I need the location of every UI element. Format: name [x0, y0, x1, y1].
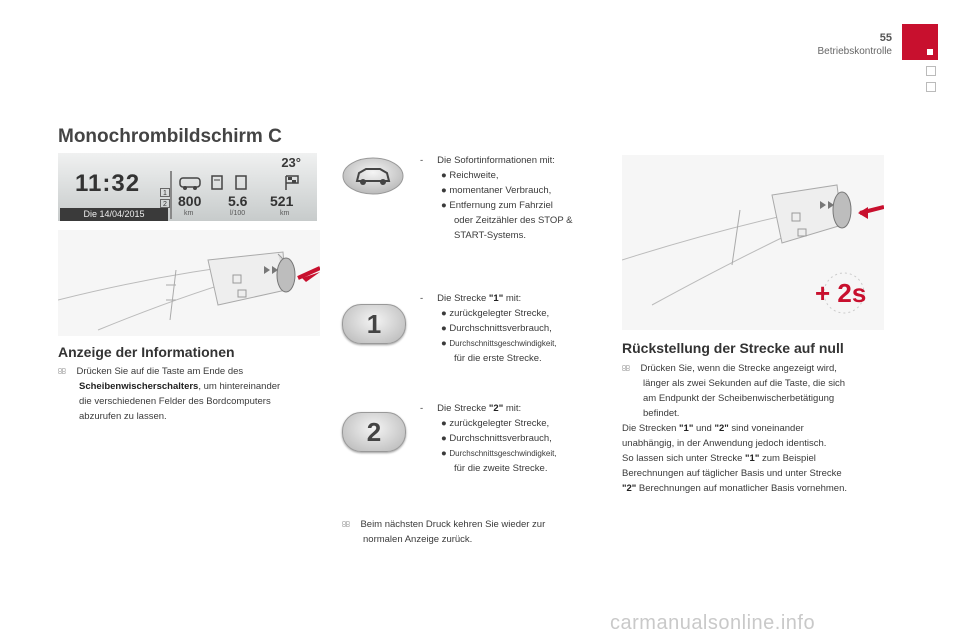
car-badge	[342, 157, 404, 195]
watermark: carmanualsonline.info	[610, 612, 816, 634]
arrow-marker-icon	[622, 364, 630, 373]
monochrome-display	[58, 153, 317, 221]
info-block-instant: - Die Sofortinformationen mit: ● Reichweite, ● momentaner Verbrauch, ● Entfernung zum Fahrziel oder Zeitzähler des STOP & START-Systems.	[420, 155, 573, 241]
display-value: 521	[270, 193, 294, 209]
display-value: 800	[178, 193, 202, 209]
page-title: Monochrombildschirm C	[58, 126, 282, 147]
display-date: Die 14/04/2015	[60, 208, 168, 221]
chapter-marker-box	[926, 66, 936, 76]
arrow-marker-icon	[342, 520, 350, 529]
reset-instruction: Drücken Sie, wenn die Strecke angezeigt wird, länger als zwei Sekunden auf die Taste, die sich am Endpunkt der Scheibenwischerbetätigung befindet.	[622, 361, 892, 421]
section-heading-display: Anzeige der Informationen	[58, 344, 235, 360]
pump-icon	[236, 176, 246, 189]
display-clock: 11:32	[75, 170, 141, 197]
section-title: Betriebskontrolle	[817, 46, 892, 57]
chapter-tab	[902, 24, 938, 60]
info-block-trip-2: - Die Strecke "2" mit: ● zurückgelegter Strecke, ● Durchschnittsverbrauch, ● Durchschnittsgeschwindigkeit, für die zweite Strecke.	[420, 403, 557, 474]
car-icon	[180, 178, 200, 187]
display-unit: km	[280, 210, 290, 217]
trip-marker: 1	[160, 188, 170, 197]
fuel-icon	[212, 176, 222, 189]
chapter-marker-box	[926, 82, 936, 92]
arrow-marker-icon	[58, 367, 66, 376]
instruction-paragraph: Drücken Sie auf die Taste am Ende des Scheibenwischerschalters, um hintereinander die verschiedenen Felder des Bordcomputers abzurufen zu lassen.	[58, 364, 320, 424]
return-note: Beim nächsten Druck kehren Sie wieder zur normalen Anzeige zurück.	[342, 517, 602, 547]
display-unit: l/100	[230, 210, 246, 217]
trip-explanation: Die Strecken "1" und "2" sind voneinander unabhängig, in der Anwendung jedoch identisch. So lassen sich unter Strecke "1" zum Beispiel Berechnungen auf täglicher Basis und unter Strecke "2" Berechnungen auf monatlicher Basis vornehmen.	[622, 423, 848, 494]
wiper-stalk-illustration	[58, 230, 320, 336]
display-unit: km	[184, 210, 194, 217]
display-icons	[178, 173, 308, 193]
info-block-trip-1: - Die Strecke "1" mit: ● zurückgelegter Strecke, ● Durchschnittsverbrauch, ● Durchschnittsgeschwindigkeit, für die erste Strecke.	[420, 293, 557, 364]
display-temperature: 23°	[281, 155, 301, 170]
section-heading-reset: Rückstellung der Strecke auf null	[622, 340, 844, 356]
trip-2-badge: 2	[342, 412, 406, 452]
hold-2s-badge: + 2s	[815, 278, 867, 308]
trip-marker: 2	[160, 199, 170, 208]
display-value: 5.6	[228, 193, 248, 209]
page-number: 55	[879, 32, 892, 44]
trip-1-badge: 1	[342, 304, 406, 344]
